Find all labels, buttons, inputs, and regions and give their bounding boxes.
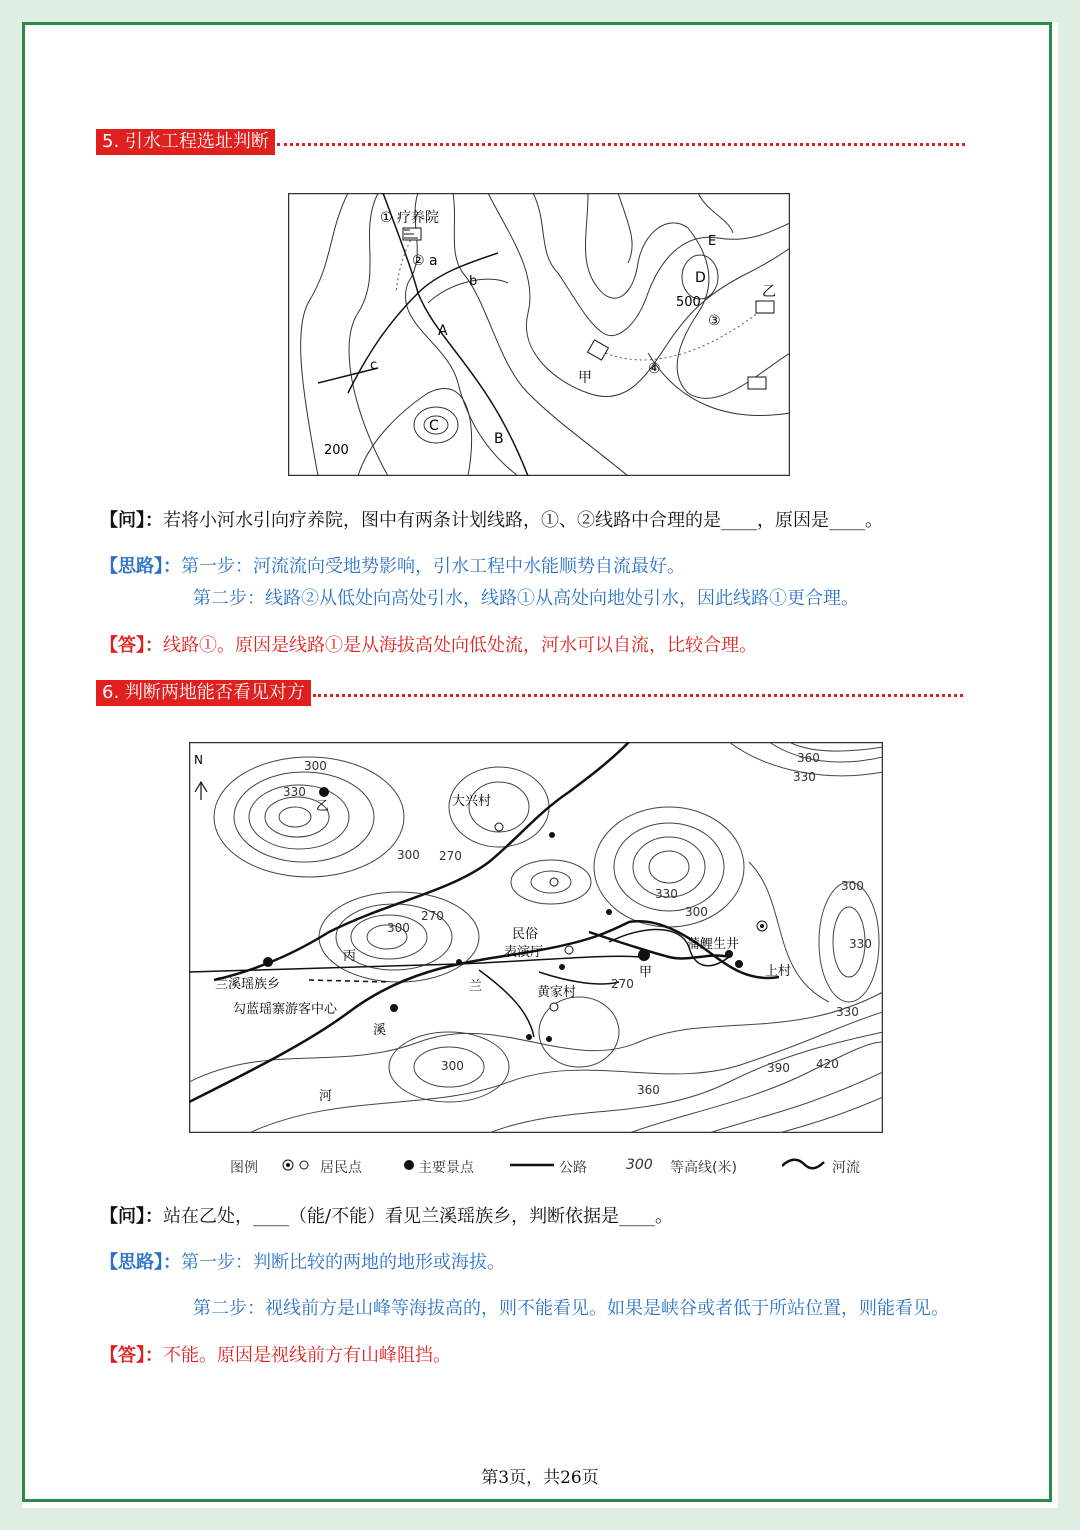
section6-title: 6. 判断两地能否看见对方 <box>96 680 311 706</box>
river-line-icon <box>782 1156 826 1174</box>
label-contour-500: 500 <box>676 295 701 310</box>
label-jia: 甲 <box>578 370 592 386</box>
section6-contour-map <box>189 742 883 1133</box>
label-C: C <box>429 418 439 434</box>
legend-road: 公路 <box>559 1160 587 1176</box>
question-text: 若将小河水引向疗养院，图中有两条计划线路，①、②线路中合理的是____，原因是____。 <box>163 510 883 531</box>
contour-label: 330 <box>849 937 872 951</box>
label-yi: 乙 <box>762 284 776 300</box>
label-river-lan: 兰 <box>469 979 483 994</box>
label-river-he: 河 <box>319 1089 333 1104</box>
contour-label: 300 <box>304 759 327 773</box>
label-A: A <box>438 323 448 339</box>
legend-title: 图例 <box>230 1160 258 1176</box>
section5-title: 5. 引水工程选址判断 <box>96 129 275 155</box>
legend-contour: 等高线(米) <box>670 1160 737 1176</box>
label-c: c <box>370 358 378 373</box>
think-step1: 第一步：河流流向受地势影响，引水工程中水能顺势自流最好。 <box>181 556 685 577</box>
contour-label: 420 <box>816 1057 839 1071</box>
section6-heading <box>96 679 963 707</box>
label-daxing: 大兴村 <box>452 794 492 809</box>
contour-label: 270 <box>611 977 634 991</box>
contour-label: 300 <box>441 1059 464 1073</box>
label-minsu-1: 民俗 <box>512 927 539 942</box>
contour-label: 390 <box>767 1061 790 1075</box>
contour-label: 330 <box>283 785 306 799</box>
section6-legend <box>230 1154 880 1178</box>
label-contour-200: 200 <box>324 443 349 458</box>
label-puli: 蒲鲤生井 <box>687 937 740 952</box>
label-B: B <box>494 431 504 447</box>
section6-answer <box>100 1341 451 1371</box>
label-minsu-2: 表演厅 <box>504 945 544 960</box>
label-b: b <box>469 274 478 289</box>
section5-dotted-rule <box>277 143 965 146</box>
label-huangjia: 黄家村 <box>537 985 577 1000</box>
contour-label: 360 <box>797 751 820 765</box>
section6-question <box>100 1202 673 1232</box>
legend-contour-number: 300 <box>626 1157 653 1173</box>
settlement-symbol-icon <box>280 1157 316 1173</box>
answer-text: 不能。原因是视线前方有山峰阻挡。 <box>163 1345 451 1366</box>
section6-think-step2: 第二步：视线前方是山峰等海拔高的，则不能看见。如果是峡谷或者低于所站位置，则能看见。 <box>193 1298 949 1319</box>
label-shangcun: 上村 <box>765 964 792 979</box>
contour-label: 330 <box>836 1005 859 1019</box>
label-bing: 丙 <box>343 949 357 964</box>
label-D: D <box>695 270 706 286</box>
label-goulan: 勾蓝瑶寨游客中心 <box>233 1002 338 1017</box>
contour-label: 300 <box>397 848 420 862</box>
label-lanxi: 兰溪瑶族乡 <box>215 977 281 992</box>
section6-think <box>100 1248 505 1278</box>
scenic-spot-icon <box>402 1158 416 1172</box>
contour-label: 270 <box>439 849 462 863</box>
label-route3: ③ <box>708 313 721 329</box>
answer-label: 【答】： <box>100 635 163 656</box>
label-river-xi: 溪 <box>373 1023 387 1038</box>
contour-label: 330 <box>655 887 678 901</box>
contour-label: 300 <box>841 879 864 893</box>
section5-question <box>100 506 883 536</box>
label-route4: ④ <box>648 361 661 377</box>
contour-label: 270 <box>421 909 444 923</box>
section5-think-step2: 第二步：线路②从低处向高处引水，线路①从高处向地处引水，因此线路①更合理。 <box>193 588 859 609</box>
legend-scenic: 主要景点 <box>418 1160 474 1176</box>
section5-contour-map <box>288 193 790 476</box>
contour-label: 360 <box>637 1083 660 1097</box>
think-step1: 第一步：判断比较的两地的地形或海拔。 <box>181 1252 505 1273</box>
question-label: 【问】： <box>100 510 163 531</box>
legend-settlement: 居民点 <box>320 1160 362 1176</box>
contour-label: 300 <box>685 905 708 919</box>
label-E: E <box>708 234 717 249</box>
road-line-icon <box>510 1158 554 1172</box>
contour-label: 300 <box>387 921 410 935</box>
section5-heading <box>96 128 965 156</box>
think-label: 【思路】： <box>100 556 181 577</box>
question-text: 站在乙处，____（能/不能）看见兰溪瑶族乡，判断依据是____。 <box>163 1206 674 1227</box>
label-route2: ② a <box>412 253 438 269</box>
label-sanatorium: ① 疗养院 <box>380 210 440 226</box>
contour-label: 330 <box>793 770 816 784</box>
question-label: 【问】： <box>100 1206 163 1227</box>
section5-think <box>100 552 685 582</box>
label-jia: 甲 <box>639 965 653 980</box>
answer-text: 线路①。原因是线路①是从海拔高处向低处流，河水可以自流，比较合理。 <box>163 635 757 656</box>
page-number: 第3页，共26页 <box>481 1468 599 1488</box>
label-yi: 乙 <box>316 799 330 814</box>
think-label: 【思路】： <box>100 1252 181 1273</box>
legend-river: 河流 <box>832 1160 860 1176</box>
section6-dotted-rule <box>313 694 963 697</box>
north-arrow-label: N <box>194 753 203 767</box>
section5-answer <box>100 631 757 661</box>
answer-label: 【答】： <box>100 1345 163 1366</box>
